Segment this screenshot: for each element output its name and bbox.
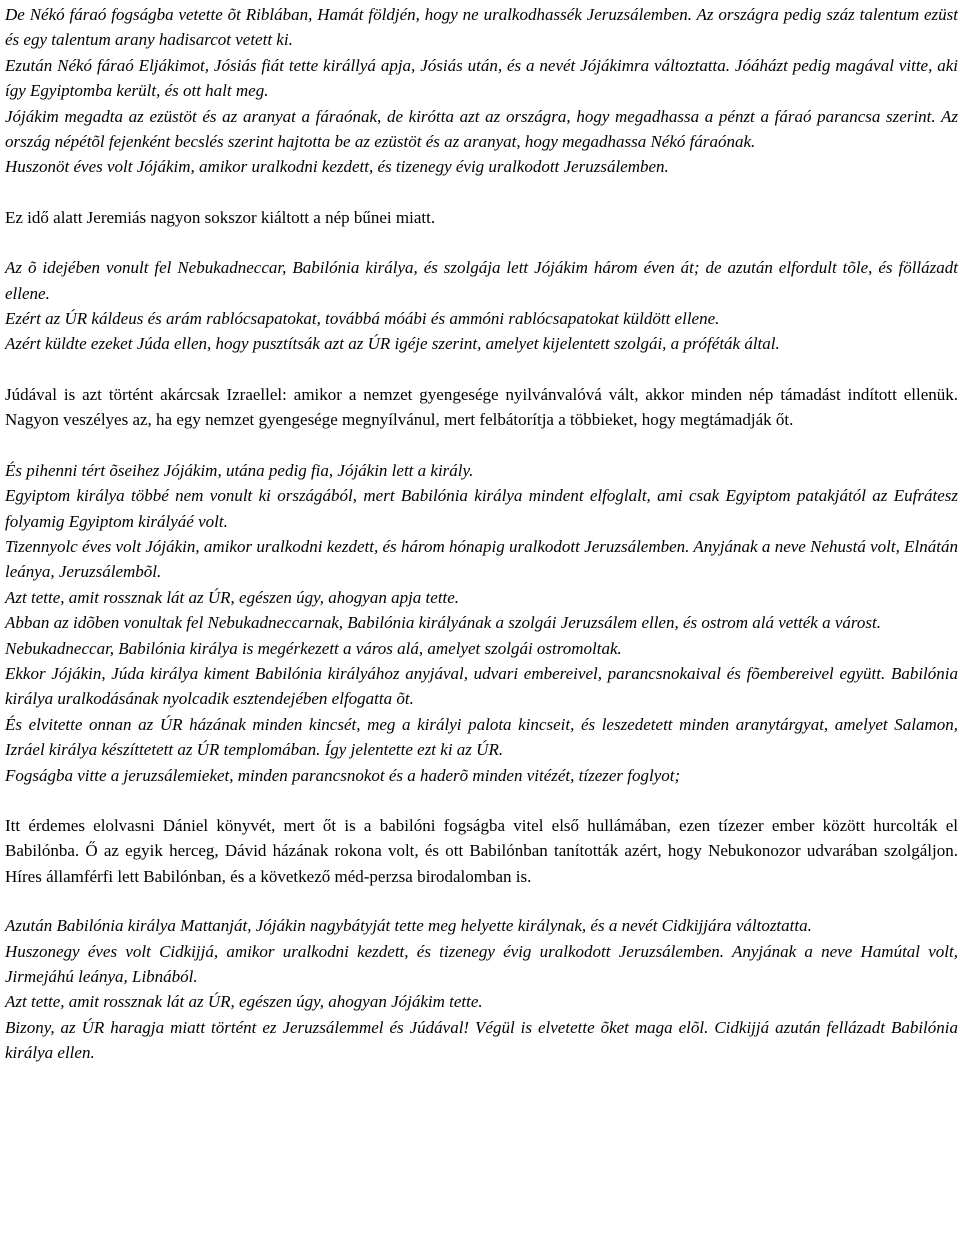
paragraph-18: Fogságba vitte a jeruzsálemieket, minden parancsnokot és a haderõ minden vitézét, tízezer foglyot; [5, 765, 681, 785]
paragraph-14: Abban az idõben vonultak fel Nebukadneccarnak, Babilónia királyának a szolgái Jeruzsálem ellen, és ostrom alá vették a várost. [5, 613, 881, 633]
paragraph-21: Huszonegy éves volt Cidkijjá, amikor uralkodni kezdett, és tizenegy évig uralkodott Jeruzsálemben. Anyjának a neve Hamútal volt, Jirmejáhú leánya, Libnából. [5, 941, 958, 986]
paragraph-10: És pihenni tért õseihez Jójákim, utána pedig fia, Jójákin lett a király. [5, 460, 474, 480]
document-page [5, 2, 958, 1066]
paragraph-17: És elvitette onnan az ÚR házának minden kincsét, meg a királyi palota kincseit, és leszedetett minden aranytárgyat, amelyet Salamon, Izráel királya készíttetett az ÚR templomában. Így jelentette ezt ki az ÚR. [5, 714, 958, 760]
paragraph-15: Nebukadneccar, Babilónia királya is megérkezett a város alá, amelyet szolgái ostromoltak. [5, 638, 622, 658]
paragraph-4: Huszonöt éves volt Jójákim, amikor uralkodni kezdett, és tizenegy évig uralkodott Jeruzsálemben. [5, 157, 669, 177]
paragraph-1: De Nékó fáraó fogságba vetette õt Riblában, Hamát földjén, hogy ne uralkodhassék Jeruzsálemben. Az országra pedig száz talentum ezüst és egy talentum arany hadisarcot vetett ki. [5, 5, 958, 50]
paragraph-23: Bizony, az ÚR haragja miatt történt ez Jeruzsálemmel és Júdával! Végül is elvetette õket maga elõl. Cidkijjá azután fellázadt Babilónia királya ellen. [5, 1017, 958, 1063]
paragraph-20: Azután Babilónia királya Mattanját, Jójákin nagybátyját tette meg helyette királynak, és a nevét Cidkijjára változtatta. [5, 916, 812, 936]
paragraph-22: Azt tette, amit rossznak lát az ÚR, egészen úgy, ahogyan Jójákim tette. [5, 992, 483, 1012]
paragraph-11: Egyiptom királya többé nem vonult ki országából, mert Babilónia királya mindent elfoglalt, ami csak Egyiptom patakjától az Eufrátesz folyamig Egyiptom királyáé volt. [5, 486, 958, 531]
paragraph-19: Itt érdemes elolvasni Dániel könyvét, mert őt is a babilóni fogságba vitel első hullámában, ezen tízezer ember között hurcolták el Babilónba. Ő az egyik herceg, Dávid házának rokona volt, és ott Babilónban tanították azért, hogy Nebukonozor udvarában szolgáljon. Híres államférfi lett Babilónban, és a következő méd-perzsa birodalomban is. [5, 815, 958, 886]
paragraph-7: Ezért az ÚR káldeus és arám rablócsapatokat, továbbá móábi és ammóni rablócsapatokat küldött ellene. [5, 309, 720, 329]
paragraph-6: Az õ idejében vonult fel Nebukadneccar, Babilónia királya, és szolgája lett Jójákim három éven át; de azután elfordult tõle, és föllázadt ellene. [5, 258, 958, 303]
paragraph-13: Azt tette, amit rossznak lát az ÚR, egészen úgy, ahogyan apja tette. [5, 587, 460, 607]
paragraph-9: Júdával is azt történt akárcsak Izraellel: amikor a nemzet gyengesége nyilvánvalóvá vált, akkor minden nép támadást indított ellenük. Nagyon veszélyes az, ha egy nemzet gyengesége megnyílvánul, mert felbátorítja a többieket, hogy megtámadják őt. [5, 384, 958, 430]
paragraph-16: Ekkor Jójákin, Júda királya kiment Babilónia királyához anyjával, udvari embereivel, parancsnokaival és fõembereivel együtt. Babilónia királya uralkodásának nyolcadik esztendejében elfogatta õt. [5, 663, 958, 709]
paragraph-8: Azért küldte ezeket Júda ellen, hogy pusztítsák azt az ÚR igéje szerint, amelyet kijelentett szolgái, a próféták által. [5, 334, 780, 354]
paragraph-12: Tizennyolc éves volt Jójákin, amikor uralkodni kezdett, és három hónapig uralkodott Jeruzsálemben. Anyjának a neve Nehustá volt, Elnátán leánya, Jeruzsálembõl. [5, 536, 958, 582]
paragraph-2: Ezután Nékó fáraó Eljákimot, Jósiás fiát tette királlyá apja, Jósiás után, és a nevét Jójákimra változtatta. Jóáházt pedig magával vitte, aki így Egyiptomba került, és ott halt meg. [5, 55, 958, 101]
paragraph-5: Ez idő alatt Jeremiás nagyon sokszor kiáltott a nép bűnei miatt. [5, 207, 436, 227]
paragraph-3: Jójákim megadta az ezüstöt és az aranyat a fáraónak, de kirótta azt az országra, hogy megadhassa a pénzt a fáraó parancsa szerint. Az ország népétõl fejenként becslés szerint hajtotta be az ezüstöt és az aranyat, hogy megadhassa Nékó fáraónak. [5, 106, 958, 152]
